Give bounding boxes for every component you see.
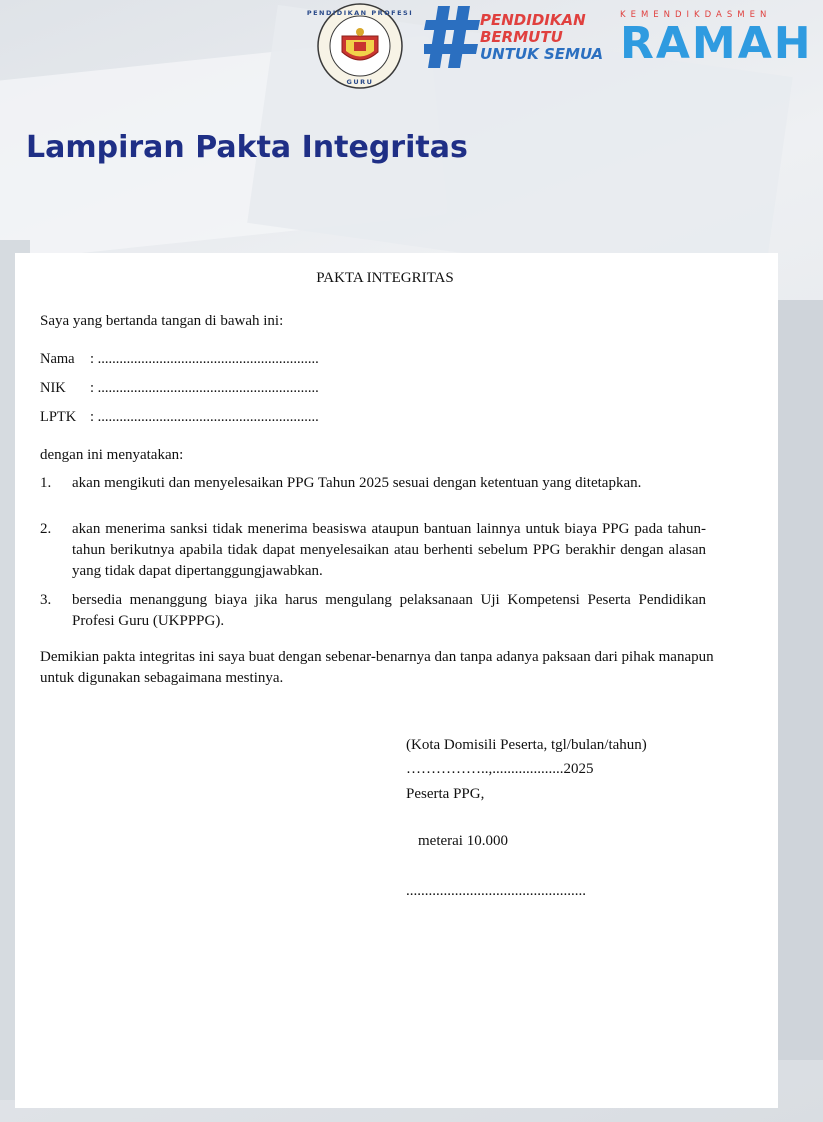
signature-date-line: ……………..,...................2025 [406, 761, 594, 777]
document-intro: Saya yang bertanda tangan di bawah ini: [40, 313, 284, 329]
document-title: PAKTA INTEGRITAS [316, 270, 454, 286]
signature-role: Peserta PPG, [406, 786, 485, 802]
ramah-subtitle: KEMENDIKDASMEN [620, 10, 772, 20]
list-item-number: 1. [40, 475, 52, 491]
list-item-text: akan mengikuti dan menyelesaikan PPG Tahun 2025 sesuai dengan ketentuan yang ditetapkan. [72, 475, 642, 491]
hashtag-text [480, 12, 603, 63]
hashtag-icon [424, 6, 480, 68]
field-blank: : ............................................................. [90, 409, 319, 425]
field-lptk [40, 407, 319, 428]
hashtag-logo [424, 6, 614, 66]
field-label: LPTK [40, 409, 77, 425]
hashtag-line3: UNTUK SEMUA [480, 45, 604, 63]
hashtag-line2: BERMUTU [480, 28, 563, 46]
field-nik [40, 378, 319, 399]
closing-statement: Demikian pakta integritas ini saya buat dengan sebenar-benarnya dan tanpa adanya paksaan dari pihak manapun untuk digunakan sebagaimana mestinya. [40, 649, 714, 686]
svg-text:PENDIDIKAN PROFESI: PENDIDIKAN PROFESI [306, 9, 414, 17]
list-item-text: akan menerima sanksi tidak menerima beasiswa ataupun bantuan lainnya untuk biaya PPG pada tahun-tahun berikutnya apabila tidak dapat menyelesaikan atau berhenti sebelum PPG berakhir dengan alasan yang tidak dapat dipertanggungjawabkan. [72, 521, 706, 579]
ramah-logo [620, 10, 813, 69]
field-label: Nama [40, 351, 75, 367]
svg-text:GURU: GURU [346, 78, 374, 86]
field-blank: : ............................................................. [90, 351, 319, 367]
list-item-number: 3. [40, 592, 52, 608]
list-item-number: 2. [40, 521, 52, 537]
field-label: NIK [40, 380, 66, 396]
hashtag-line1: PENDIDIKAN [480, 11, 586, 29]
ramah-title: RAMAH [620, 18, 813, 69]
signature-place-date-hint: (Kota Domisili Peserta, tgl/bulan/tahun) [406, 737, 647, 753]
declaration-line: dengan ini menyatakan: [40, 447, 184, 463]
field-blank: : ............................................................. [90, 380, 319, 396]
header-logos [0, 0, 813, 110]
signature-line: ................................................ [406, 883, 586, 899]
list-item-text: bersedia menanggung biaya jika harus mengulang pelaksanaan Uji Kompetensi Peserta Pendidikan Profesi Guru (UKPPPG). [72, 592, 706, 629]
field-nama [40, 349, 319, 370]
ppg-seal-logo [306, 2, 414, 90]
meterai-stamp-label: meterai 10.000 [418, 833, 508, 849]
page-title: Lampiran Pakta Integritas [26, 130, 468, 165]
